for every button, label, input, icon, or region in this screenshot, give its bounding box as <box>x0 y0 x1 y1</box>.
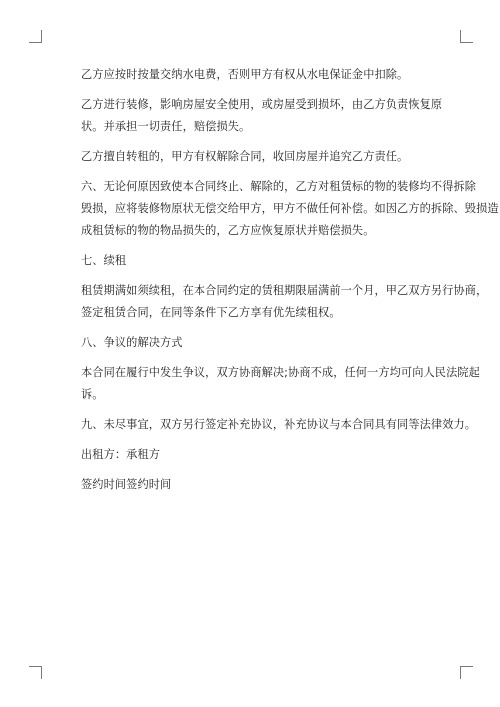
paragraph-renewal <box>81 280 488 324</box>
crop-mark-top-right <box>460 30 473 43</box>
signature-dates <box>81 474 441 496</box>
crop-mark-bottom-left <box>29 666 42 679</box>
crop-mark-bottom-right <box>460 666 473 679</box>
text-line: 诉。 <box>81 388 104 401</box>
heading-dispute <box>81 332 441 354</box>
text-line: 乙方进行装修，影响房屋安全使用，或房屋受到损坏，由乙方负责恢复原 <box>81 98 443 111</box>
crop-mark-top-left <box>29 30 42 43</box>
signature-parties <box>81 444 441 466</box>
text-line: 签约时间签约时间 <box>81 478 172 491</box>
text-line: 出租方：承租方 <box>81 448 161 461</box>
text-line: 成租赁标的物的物品损失的，乙方应恢复原状并赔偿损失。 <box>81 224 375 237</box>
text-line: 六、无论何原因致使本合同终止、解除的，乙方对租赁标的物的装修均不得拆除 <box>81 180 477 193</box>
text-line: 乙方擅自转租的，甲方有权解除合同，收回房屋并追究乙方责任。 <box>81 150 409 163</box>
text-line: 本合同在履行中发生争议，双方协商解决;协商不成，任何一方均可向人民法院起 <box>81 366 480 379</box>
paragraph-dispute <box>81 362 480 406</box>
paragraph-utilities <box>81 64 441 86</box>
text-line: 八、争议的解决方式 <box>81 336 183 349</box>
text-line: 七、续租 <box>81 254 127 267</box>
text-line: 乙方应按时按量交纳水电费，否则甲方有权从水电保证金中扣除。 <box>81 68 409 81</box>
text-line: 九、未尽事宜，双方另行签定补充协议，补充协议与本合同具有同等法律效力。 <box>81 418 477 431</box>
paragraph-sublease <box>81 146 441 168</box>
text-line: 毁损，应将装修物原状无偿交给甲方，甲方不做任何补偿。如因乙方的拆除、毁损造 <box>81 202 499 215</box>
document-body <box>81 64 499 504</box>
text-line: 签定租赁合同，在同等条件下乙方享有优先续租权。 <box>81 306 341 319</box>
paragraph-section-nine <box>81 414 477 436</box>
text-line: 租赁期满如须续租，在本合同约定的赁租期限届满前一个月，甲乙双方另行协商， <box>81 284 488 297</box>
text-line: 状。并承担一切责任，赔偿损失。 <box>81 120 251 133</box>
paragraph-renovation <box>81 94 441 138</box>
heading-renewal <box>81 250 441 272</box>
paragraph-section-six <box>81 176 499 242</box>
